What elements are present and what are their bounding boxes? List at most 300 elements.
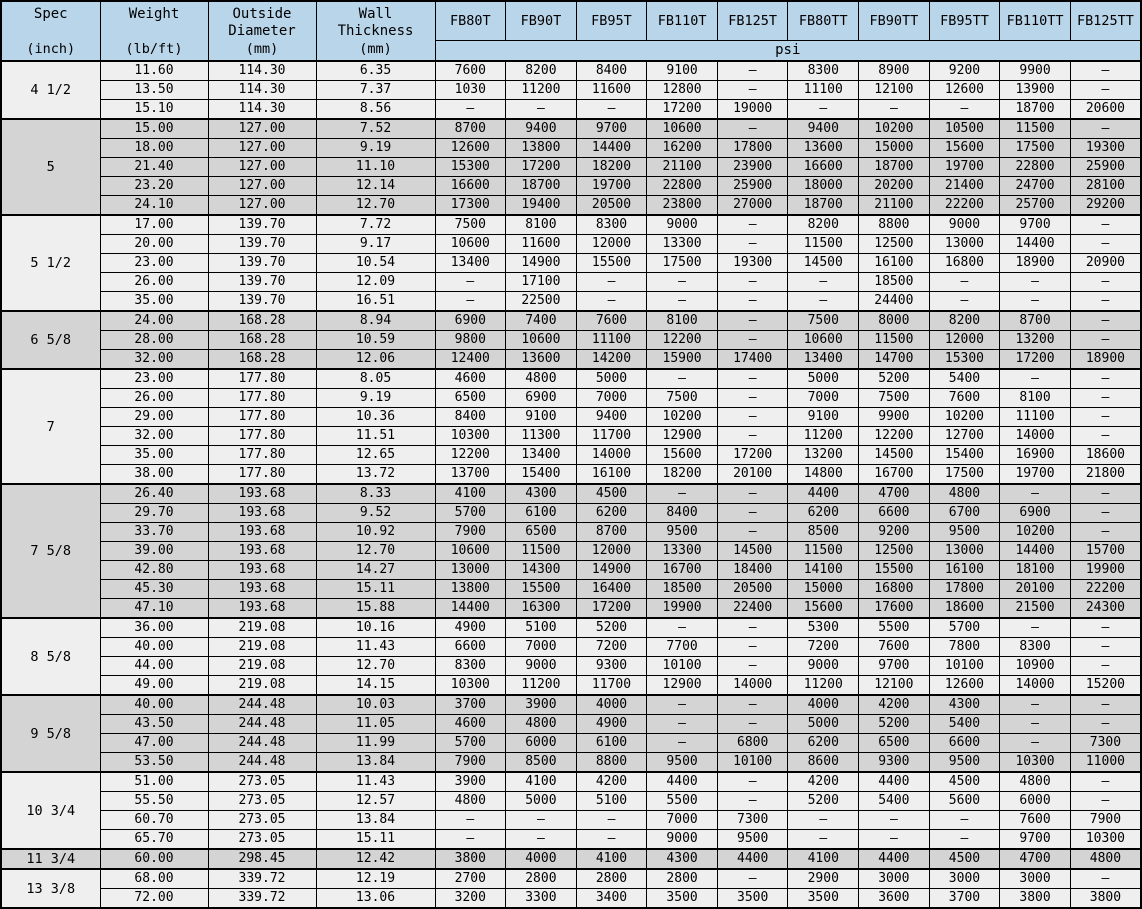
spec-cell: 11 3/4 bbox=[1, 849, 100, 869]
psi-value-cell-fb110t: – bbox=[647, 734, 718, 753]
psi-value-cell-fb90tt: – bbox=[859, 811, 930, 830]
psi-value-cell-fb95t: – bbox=[576, 830, 647, 850]
psi-value-cell-fb110t: 13300 bbox=[647, 235, 718, 254]
psi-value-cell-fb125t: – bbox=[717, 772, 788, 792]
outside-diameter-cell: 139.70 bbox=[208, 254, 316, 273]
psi-value-cell-fb125t: 14000 bbox=[717, 676, 788, 696]
psi-value-cell-fb95t: 9700 bbox=[576, 119, 647, 139]
psi-value-cell-fb80t: 10600 bbox=[435, 542, 506, 561]
psi-value-cell-fb110tt: – bbox=[1000, 715, 1071, 734]
psi-value-cell-fb80tt: 9000 bbox=[788, 657, 859, 676]
psi-value-cell-fb125tt: 25900 bbox=[1070, 158, 1141, 177]
psi-value-cell-fb95tt: 7800 bbox=[929, 638, 1000, 657]
outside-diameter-cell: 139.70 bbox=[208, 215, 316, 235]
table-row bbox=[1, 504, 1141, 523]
psi-value-cell-fb125tt: 28100 bbox=[1070, 177, 1141, 196]
outside-diameter-cell: 219.08 bbox=[208, 676, 316, 696]
psi-value-cell-fb90tt: 14700 bbox=[859, 350, 930, 370]
wall-thickness-cell: 7.52 bbox=[316, 119, 435, 139]
psi-value-cell-fb110tt: 7600 bbox=[1000, 811, 1071, 830]
psi-value-cell-fb90t: 3300 bbox=[506, 889, 577, 909]
psi-value-cell-fb95t: 8300 bbox=[576, 215, 647, 235]
psi-value-cell-fb80t: 16600 bbox=[435, 177, 506, 196]
psi-value-cell-fb90tt: 16100 bbox=[859, 254, 930, 273]
psi-value-cell-fb80tt: 8200 bbox=[788, 215, 859, 235]
psi-value-cell-fb95t: 4500 bbox=[576, 484, 647, 504]
outside-diameter-cell: 114.30 bbox=[208, 81, 316, 100]
psi-value-cell-fb95tt: 22200 bbox=[929, 196, 1000, 216]
spec-cell: 4 1/2 bbox=[1, 61, 100, 119]
psi-value-cell-fb125t: – bbox=[717, 618, 788, 638]
wall-thickness-label: Wall Thickness bbox=[337, 6, 414, 39]
outside-diameter-cell: 114.30 bbox=[208, 61, 316, 81]
psi-value-cell-fb95t: 4000 bbox=[576, 695, 647, 715]
psi-value-cell-fb95tt: 21400 bbox=[929, 177, 1000, 196]
psi-value-cell-fb95t: 7200 bbox=[576, 638, 647, 657]
psi-value-cell-fb80t: 7900 bbox=[435, 523, 506, 542]
wall-thickness-cell: 13.72 bbox=[316, 465, 435, 485]
psi-value-cell-fb110t: 8400 bbox=[647, 504, 718, 523]
psi-value-cell-fb125t: 18400 bbox=[717, 561, 788, 580]
psi-value-cell-fb80t: 3700 bbox=[435, 695, 506, 715]
psi-value-cell-fb95tt: 9200 bbox=[929, 61, 1000, 81]
psi-value-cell-fb80tt: 13400 bbox=[788, 350, 859, 370]
psi-value-cell-fb110t: 4300 bbox=[647, 849, 718, 869]
psi-value-cell-fb125tt: – bbox=[1070, 408, 1141, 427]
psi-value-cell-fb125tt: – bbox=[1070, 657, 1141, 676]
psi-value-cell-fb125tt: – bbox=[1070, 504, 1141, 523]
spec-unit: (inch) bbox=[26, 41, 76, 57]
psi-value-cell-fb125tt: – bbox=[1070, 235, 1141, 254]
psi-value-cell-fb110t: 19900 bbox=[647, 599, 718, 619]
weight-cell: 40.00 bbox=[100, 638, 208, 657]
psi-value-cell-fb90t: 4800 bbox=[506, 715, 577, 734]
table-row bbox=[1, 811, 1141, 830]
outside-diameter-cell: 273.05 bbox=[208, 811, 316, 830]
psi-value-cell-fb110tt: 17500 bbox=[1000, 139, 1071, 158]
psi-value-cell-fb90tt: 24400 bbox=[859, 292, 930, 312]
psi-value-cell-fb95tt: 13000 bbox=[929, 542, 1000, 561]
wall-thickness-column-header bbox=[316, 1, 435, 61]
psi-value-cell-fb80tt: 5000 bbox=[788, 715, 859, 734]
weight-cell: 29.00 bbox=[100, 408, 208, 427]
weight-cell: 35.00 bbox=[100, 292, 208, 312]
psi-value-cell-fb95tt: 13000 bbox=[929, 235, 1000, 254]
psi-value-cell-fb80tt: 4000 bbox=[788, 695, 859, 715]
psi-value-cell-fb95tt: 9500 bbox=[929, 523, 1000, 542]
psi-value-cell-fb125t: – bbox=[717, 715, 788, 734]
weight-cell: 65.70 bbox=[100, 830, 208, 850]
outside-diameter-cell: 139.70 bbox=[208, 235, 316, 254]
wall-thickness-cell: 12.65 bbox=[316, 446, 435, 465]
psi-value-cell-fb95tt: 4300 bbox=[929, 695, 1000, 715]
weight-cell: 32.00 bbox=[100, 350, 208, 370]
psi-value-cell-fb90tt: 17600 bbox=[859, 599, 930, 619]
outside-diameter-cell: 244.48 bbox=[208, 753, 316, 773]
psi-value-cell-fb90t: 11300 bbox=[506, 427, 577, 446]
psi-value-cell-fb95tt: 9500 bbox=[929, 753, 1000, 773]
psi-value-cell-fb90t: 19400 bbox=[506, 196, 577, 216]
psi-value-cell-fb95tt: 3700 bbox=[929, 889, 1000, 909]
wall-thickness-cell: 13.84 bbox=[316, 753, 435, 773]
weight-cell: 33.70 bbox=[100, 523, 208, 542]
psi-value-cell-fb90t: 6500 bbox=[506, 523, 577, 542]
psi-value-cell-fb80tt: 9100 bbox=[788, 408, 859, 427]
psi-value-cell-fb80tt: 3500 bbox=[788, 889, 859, 909]
wall-thickness-cell: 11.99 bbox=[316, 734, 435, 753]
outside-diameter-cell: 127.00 bbox=[208, 119, 316, 139]
wall-thickness-cell: 8.56 bbox=[316, 100, 435, 120]
spec-cell: 5 bbox=[1, 119, 100, 215]
psi-value-cell-fb110t: 12800 bbox=[647, 81, 718, 100]
table-row bbox=[1, 446, 1141, 465]
psi-value-cell-fb90tt: 12200 bbox=[859, 427, 930, 446]
psi-value-cell-fb80tt: 11200 bbox=[788, 427, 859, 446]
psi-value-cell-fb125t: – bbox=[717, 869, 788, 889]
table-body bbox=[1, 61, 1141, 908]
psi-value-cell-fb80tt: – bbox=[788, 100, 859, 120]
table-row bbox=[1, 465, 1141, 485]
psi-value-cell-fb110tt: 21500 bbox=[1000, 599, 1071, 619]
psi-value-cell-fb110tt: – bbox=[1000, 292, 1071, 312]
outside-diameter-cell: 127.00 bbox=[208, 177, 316, 196]
psi-value-cell-fb80t: 5700 bbox=[435, 734, 506, 753]
psi-value-cell-fb95tt: 10200 bbox=[929, 408, 1000, 427]
psi-value-cell-fb80t: – bbox=[435, 811, 506, 830]
psi-value-cell-fb110t: 16700 bbox=[647, 561, 718, 580]
psi-value-cell-fb110tt: 24700 bbox=[1000, 177, 1071, 196]
table-row bbox=[1, 100, 1141, 120]
table-row bbox=[1, 196, 1141, 216]
weight-cell: 21.40 bbox=[100, 158, 208, 177]
weight-cell: 45.30 bbox=[100, 580, 208, 599]
psi-value-cell-fb90t: 9400 bbox=[506, 119, 577, 139]
psi-value-cell-fb125t: 17800 bbox=[717, 139, 788, 158]
psi-value-cell-fb80tt: 11200 bbox=[788, 676, 859, 696]
table-header bbox=[1, 1, 1141, 61]
psi-value-cell-fb95t: 20500 bbox=[576, 196, 647, 216]
psi-value-cell-fb90tt: 4400 bbox=[859, 849, 930, 869]
psi-value-cell-fb90t: 15500 bbox=[506, 580, 577, 599]
weight-cell: 55.50 bbox=[100, 792, 208, 811]
weight-cell: 36.00 bbox=[100, 618, 208, 638]
psi-value-cell-fb110t: 17200 bbox=[647, 100, 718, 120]
outside-diameter-cell: 177.80 bbox=[208, 465, 316, 485]
psi-value-cell-fb80t: 13800 bbox=[435, 580, 506, 599]
table-row bbox=[1, 561, 1141, 580]
weight-cell: 28.00 bbox=[100, 331, 208, 350]
psi-value-cell-fb90t: 17200 bbox=[506, 158, 577, 177]
psi-value-cell-fb80tt: 2900 bbox=[788, 869, 859, 889]
wall-thickness-cell: 10.92 bbox=[316, 523, 435, 542]
psi-value-cell-fb110t: 8100 bbox=[647, 311, 718, 331]
psi-value-cell-fb90t: 8200 bbox=[506, 61, 577, 81]
psi-value-cell-fb90tt: 15000 bbox=[859, 139, 930, 158]
psi-value-cell-fb125tt: – bbox=[1070, 119, 1141, 139]
psi-value-cell-fb80t: – bbox=[435, 292, 506, 312]
weight-cell: 72.00 bbox=[100, 889, 208, 909]
weight-cell: 51.00 bbox=[100, 772, 208, 792]
psi-value-cell-fb110t: – bbox=[647, 369, 718, 389]
weight-cell: 53.50 bbox=[100, 753, 208, 773]
wall-thickness-cell: 11.05 bbox=[316, 715, 435, 734]
psi-value-cell-fb95t: – bbox=[576, 273, 647, 292]
table-row bbox=[1, 408, 1141, 427]
psi-value-cell-fb80t: – bbox=[435, 273, 506, 292]
psi-value-cell-fb125t: 14500 bbox=[717, 542, 788, 561]
psi-value-cell-fb90tt: 21100 bbox=[859, 196, 930, 216]
weight-unit: (lb/ft) bbox=[125, 41, 183, 57]
weight-cell: 17.00 bbox=[100, 215, 208, 235]
psi-value-cell-fb80tt: 5300 bbox=[788, 618, 859, 638]
outside-diameter-cell: 339.72 bbox=[208, 869, 316, 889]
outside-diameter-cell: 244.48 bbox=[208, 715, 316, 734]
outside-diameter-cell: 168.28 bbox=[208, 350, 316, 370]
psi-value-cell-fb90tt: 9200 bbox=[859, 523, 930, 542]
psi-value-cell-fb80tt: 10600 bbox=[788, 331, 859, 350]
psi-value-cell-fb125t: – bbox=[717, 369, 788, 389]
wall-thickness-cell: 12.06 bbox=[316, 350, 435, 370]
psi-value-cell-fb90tt: 5400 bbox=[859, 792, 930, 811]
psi-value-cell-fb125t: 9500 bbox=[717, 830, 788, 850]
psi-value-cell-fb95tt: 10500 bbox=[929, 119, 1000, 139]
psi-value-cell-fb90tt: 8000 bbox=[859, 311, 930, 331]
wall-thickness-cell: 12.70 bbox=[316, 542, 435, 561]
psi-value-cell-fb90t: 14900 bbox=[506, 254, 577, 273]
table-row bbox=[1, 753, 1141, 773]
outside-diameter-cell: 273.05 bbox=[208, 792, 316, 811]
psi-value-cell-fb95tt: – bbox=[929, 811, 1000, 830]
psi-value-cell-fb125tt: 7300 bbox=[1070, 734, 1141, 753]
spec-column-header bbox=[1, 1, 100, 61]
psi-value-cell-fb125t: – bbox=[717, 695, 788, 715]
psi-value-cell-fb110t: 10600 bbox=[647, 119, 718, 139]
table-row bbox=[1, 715, 1141, 734]
psi-value-cell-fb80t: 14400 bbox=[435, 599, 506, 619]
psi-value-cell-fb95t: 4200 bbox=[576, 772, 647, 792]
outside-diameter-cell: 193.68 bbox=[208, 504, 316, 523]
psi-value-cell-fb125tt: – bbox=[1070, 389, 1141, 408]
psi-value-cell-fb90t: 9000 bbox=[506, 657, 577, 676]
psi-value-cell-fb80tt: 15000 bbox=[788, 580, 859, 599]
psi-value-cell-fb110tt: 11500 bbox=[1000, 119, 1071, 139]
psi-unit-header: psi bbox=[435, 40, 1141, 61]
weight-cell: 26.00 bbox=[100, 273, 208, 292]
psi-value-cell-fb110t: 10200 bbox=[647, 408, 718, 427]
psi-value-cell-fb90t: 22500 bbox=[506, 292, 577, 312]
psi-value-cell-fb125tt: – bbox=[1070, 369, 1141, 389]
psi-value-cell-fb80tt: – bbox=[788, 292, 859, 312]
psi-value-cell-fb125t: 17400 bbox=[717, 350, 788, 370]
psi-value-cell-fb95t: 8700 bbox=[576, 523, 647, 542]
psi-value-cell-fb90t: 4100 bbox=[506, 772, 577, 792]
table-row bbox=[1, 369, 1141, 389]
psi-value-cell-fb90tt: 20200 bbox=[859, 177, 930, 196]
psi-value-cell-fb110tt: 22800 bbox=[1000, 158, 1071, 177]
outside-diameter-cell: 139.70 bbox=[208, 292, 316, 312]
psi-value-cell-fb80t: 7500 bbox=[435, 215, 506, 235]
psi-value-cell-fb95t: 5100 bbox=[576, 792, 647, 811]
psi-value-cell-fb95tt: 7600 bbox=[929, 389, 1000, 408]
psi-value-cell-fb110tt: – bbox=[1000, 695, 1071, 715]
weight-cell: 26.40 bbox=[100, 484, 208, 504]
psi-value-cell-fb90t: – bbox=[506, 830, 577, 850]
wall-thickness-cell: 11.51 bbox=[316, 427, 435, 446]
psi-value-cell-fb80tt: 8500 bbox=[788, 523, 859, 542]
psi-value-cell-fb90tt: 8900 bbox=[859, 61, 930, 81]
psi-value-cell-fb90tt: – bbox=[859, 830, 930, 850]
psi-value-cell-fb90t: 5100 bbox=[506, 618, 577, 638]
wall-thickness-cell: 12.14 bbox=[316, 177, 435, 196]
table-row bbox=[1, 273, 1141, 292]
psi-value-cell-fb125t: 23900 bbox=[717, 158, 788, 177]
weight-cell: 20.00 bbox=[100, 235, 208, 254]
table-row bbox=[1, 484, 1141, 504]
table-row bbox=[1, 331, 1141, 350]
psi-value-cell-fb95t: 17200 bbox=[576, 599, 647, 619]
psi-value-cell-fb90t: 17100 bbox=[506, 273, 577, 292]
psi-value-cell-fb125t: 17200 bbox=[717, 446, 788, 465]
psi-value-cell-fb125t: – bbox=[717, 408, 788, 427]
wall-thickness-cell: 12.57 bbox=[316, 792, 435, 811]
psi-value-cell-fb95t: 8800 bbox=[576, 753, 647, 773]
psi-value-cell-fb80t: 15300 bbox=[435, 158, 506, 177]
psi-value-cell-fb80t: 2700 bbox=[435, 869, 506, 889]
psi-value-cell-fb125tt: 24300 bbox=[1070, 599, 1141, 619]
psi-value-cell-fb95t: 14400 bbox=[576, 139, 647, 158]
table-row bbox=[1, 638, 1141, 657]
psi-value-cell-fb80tt: 13600 bbox=[788, 139, 859, 158]
grade-column-header-fb80tt: FB80TT bbox=[788, 1, 859, 40]
weight-cell: 68.00 bbox=[100, 869, 208, 889]
psi-value-cell-fb80tt: 4400 bbox=[788, 484, 859, 504]
outside-diameter-cell: 193.68 bbox=[208, 523, 316, 542]
psi-value-cell-fb95t: 18200 bbox=[576, 158, 647, 177]
psi-value-cell-fb90tt: 4400 bbox=[859, 772, 930, 792]
psi-value-cell-fb80t: 13700 bbox=[435, 465, 506, 485]
psi-value-cell-fb110tt: 14400 bbox=[1000, 235, 1071, 254]
wall-thickness-cell: 9.19 bbox=[316, 139, 435, 158]
psi-value-cell-fb125tt: 15700 bbox=[1070, 542, 1141, 561]
psi-value-cell-fb95t: 14900 bbox=[576, 561, 647, 580]
psi-value-cell-fb95tt: 5400 bbox=[929, 369, 1000, 389]
psi-value-cell-fb90t: 13800 bbox=[506, 139, 577, 158]
psi-value-cell-fb90tt: 4200 bbox=[859, 695, 930, 715]
outside-diameter-cell: 177.80 bbox=[208, 389, 316, 408]
psi-value-cell-fb110tt: 10900 bbox=[1000, 657, 1071, 676]
table-row bbox=[1, 676, 1141, 696]
wall-thickness-cell: 10.16 bbox=[316, 618, 435, 638]
psi-value-cell-fb95t: 4100 bbox=[576, 849, 647, 869]
psi-value-cell-fb125tt: 11000 bbox=[1070, 753, 1141, 773]
psi-value-cell-fb125t: 27000 bbox=[717, 196, 788, 216]
psi-value-cell-fb80t: 9800 bbox=[435, 331, 506, 350]
wall-thickness-cell: 13.84 bbox=[316, 811, 435, 830]
outside-diameter-cell: 219.08 bbox=[208, 618, 316, 638]
table-row bbox=[1, 580, 1141, 599]
outside-diameter-cell: 139.70 bbox=[208, 273, 316, 292]
psi-value-cell-fb90tt: 12500 bbox=[859, 542, 930, 561]
psi-value-cell-fb125t: – bbox=[717, 215, 788, 235]
spec-cell: 6 5/8 bbox=[1, 311, 100, 369]
weight-cell: 13.50 bbox=[100, 81, 208, 100]
wall-thickness-cell: 8.94 bbox=[316, 311, 435, 331]
psi-value-cell-fb110tt: 14000 bbox=[1000, 427, 1071, 446]
psi-value-cell-fb95tt: 16800 bbox=[929, 254, 1000, 273]
table-row bbox=[1, 599, 1141, 619]
psi-value-cell-fb95t: 11700 bbox=[576, 427, 647, 446]
psi-value-cell-fb125t: – bbox=[717, 273, 788, 292]
psi-value-cell-fb125tt: 7900 bbox=[1070, 811, 1141, 830]
psi-value-cell-fb110tt: 8700 bbox=[1000, 311, 1071, 331]
psi-value-cell-fb80tt: 11500 bbox=[788, 235, 859, 254]
grade-column-header-fb95tt: FB95TT bbox=[929, 1, 1000, 40]
psi-value-cell-fb95tt: – bbox=[929, 273, 1000, 292]
outside-diameter-label: Outside Diameter bbox=[228, 6, 296, 39]
wall-thickness-cell: 9.19 bbox=[316, 389, 435, 408]
psi-value-cell-fb80tt: 9400 bbox=[788, 119, 859, 139]
psi-value-cell-fb95t: 3400 bbox=[576, 889, 647, 909]
grade-header-row bbox=[1, 1, 1141, 40]
wall-thickness-cell: 10.54 bbox=[316, 254, 435, 273]
outside-diameter-cell: 168.28 bbox=[208, 331, 316, 350]
weight-cell: 23.00 bbox=[100, 369, 208, 389]
psi-value-cell-fb95tt: 6700 bbox=[929, 504, 1000, 523]
psi-value-cell-fb125t: – bbox=[717, 292, 788, 312]
psi-value-cell-fb125t: – bbox=[717, 311, 788, 331]
psi-value-cell-fb80t: 3200 bbox=[435, 889, 506, 909]
psi-value-cell-fb125tt: – bbox=[1070, 695, 1141, 715]
psi-value-cell-fb80t: 4800 bbox=[435, 792, 506, 811]
table-row bbox=[1, 235, 1141, 254]
psi-value-cell-fb80t: 3900 bbox=[435, 772, 506, 792]
psi-value-cell-fb125t: – bbox=[717, 638, 788, 657]
psi-value-cell-fb125tt: – bbox=[1070, 638, 1141, 657]
psi-value-cell-fb80t: 6900 bbox=[435, 311, 506, 331]
psi-value-cell-fb95tt: – bbox=[929, 830, 1000, 850]
psi-value-cell-fb80t: 4100 bbox=[435, 484, 506, 504]
psi-value-cell-fb90tt: 18700 bbox=[859, 158, 930, 177]
psi-value-cell-fb125t: 19300 bbox=[717, 254, 788, 273]
psi-value-cell-fb125tt: – bbox=[1070, 215, 1141, 235]
psi-value-cell-fb110tt: 9700 bbox=[1000, 215, 1071, 235]
psi-value-cell-fb110t: 13300 bbox=[647, 542, 718, 561]
wall-thickness-cell: 16.51 bbox=[316, 292, 435, 312]
psi-value-cell-fb80tt: – bbox=[788, 830, 859, 850]
psi-value-cell-fb110t: 18500 bbox=[647, 580, 718, 599]
outside-diameter-cell: 127.00 bbox=[208, 158, 316, 177]
psi-value-cell-fb125t: 19000 bbox=[717, 100, 788, 120]
weight-cell: 26.00 bbox=[100, 389, 208, 408]
grade-column-header-fb125tt: FB125TT bbox=[1070, 1, 1141, 40]
psi-value-cell-fb90t: 14300 bbox=[506, 561, 577, 580]
psi-value-cell-fb95tt: 15300 bbox=[929, 350, 1000, 370]
table-row bbox=[1, 350, 1141, 370]
table-row bbox=[1, 542, 1141, 561]
psi-value-cell-fb80tt: 15600 bbox=[788, 599, 859, 619]
psi-value-cell-fb110tt: 6000 bbox=[1000, 792, 1071, 811]
psi-value-cell-fb80tt: 4100 bbox=[788, 849, 859, 869]
psi-value-cell-fb125tt: 29200 bbox=[1070, 196, 1141, 216]
weight-cell: 18.00 bbox=[100, 139, 208, 158]
psi-value-cell-fb95tt: 4500 bbox=[929, 772, 1000, 792]
table-row bbox=[1, 695, 1141, 715]
psi-value-cell-fb110tt: – bbox=[1000, 484, 1071, 504]
psi-value-cell-fb95t: 16100 bbox=[576, 465, 647, 485]
table-row bbox=[1, 734, 1141, 753]
psi-value-cell-fb110t: – bbox=[647, 273, 718, 292]
psi-value-cell-fb125t: 22400 bbox=[717, 599, 788, 619]
